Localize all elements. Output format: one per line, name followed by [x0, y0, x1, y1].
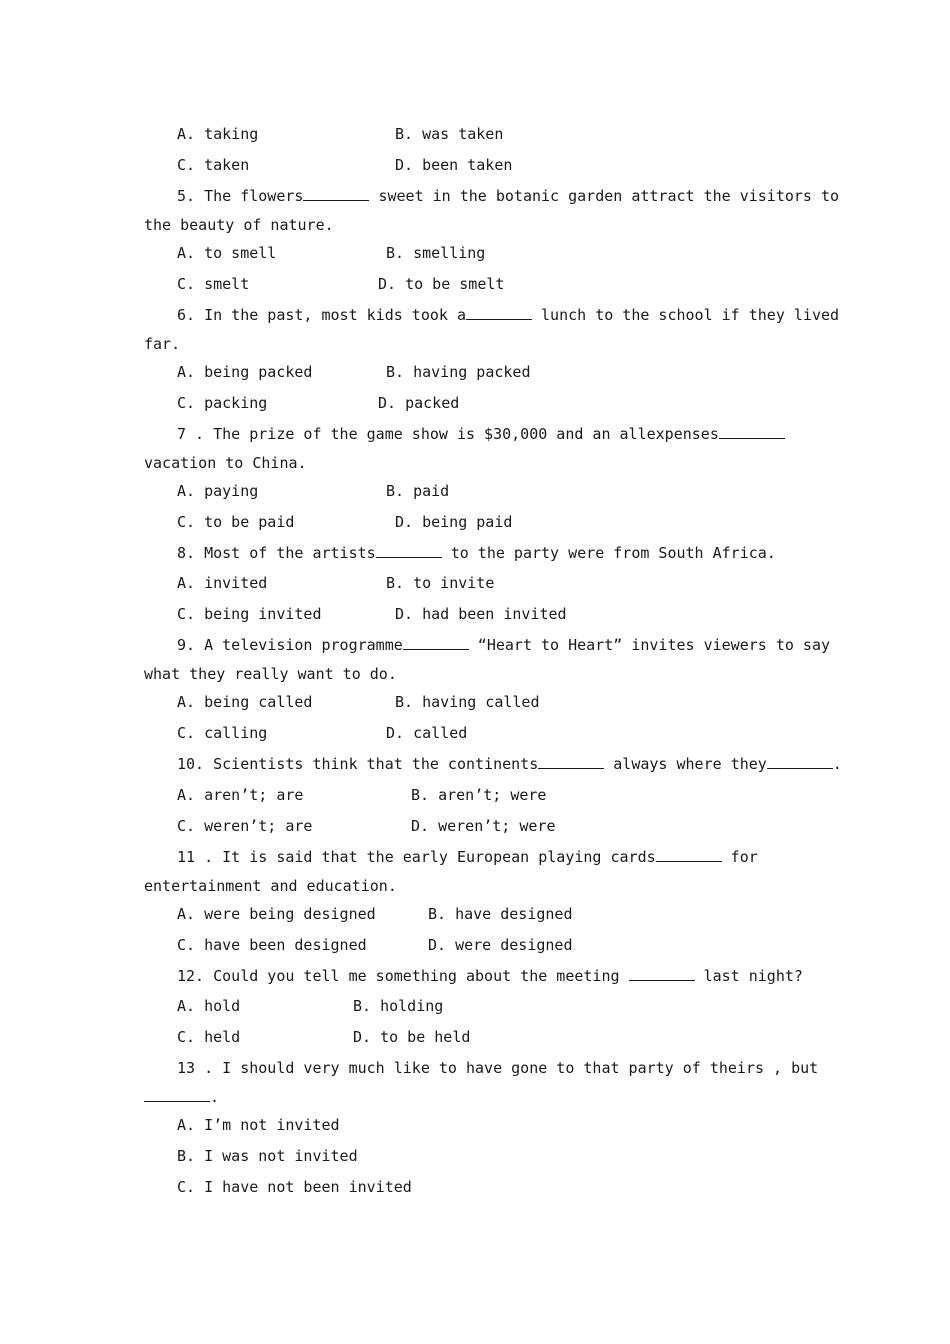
q9-stem-part2: “Heart to Heart” invites viewers to say — [468, 636, 831, 654]
q7-option-a: A. paying — [177, 482, 259, 500]
q6-blank — [466, 305, 532, 320]
q13-option-b: B. I was not invited — [177, 1147, 358, 1165]
q9-option-c: C. calling — [177, 724, 268, 742]
q7-stem-part1: 7 . The prize of the game show is $30,000 and an allexpenses — [177, 425, 719, 443]
q11-stem — [177, 847, 758, 867]
q5-option-d: D. to be smelt — [378, 275, 505, 293]
q4-option-d: D. been taken — [395, 156, 513, 174]
q13-option-a: A. I’m not invited — [177, 1116, 340, 1134]
q12-stem-part1: 12. Could you tell me something about the meeting — [177, 967, 629, 985]
q9-option-d: D. called — [386, 724, 468, 742]
q8-stem-part1: 8. Most of the artists — [177, 544, 376, 562]
q4-option-a: A. taking — [177, 125, 259, 143]
q5-blank — [303, 186, 369, 201]
q9-option-a: A. being called — [177, 693, 313, 711]
q10-blank-2 — [767, 754, 833, 769]
q7-blank — [719, 424, 785, 439]
q12-blank — [629, 966, 695, 981]
q5-stem-continued: the beauty of nature. — [144, 216, 334, 234]
q5-stem-part2: sweet in the botanic garden attract the visitors to — [369, 187, 840, 205]
q12-option-b: B. holding — [353, 997, 444, 1015]
q11-stem-part1: 11 . It is said that the early European playing cards — [177, 848, 656, 866]
q12-option-a: A. hold — [177, 997, 241, 1015]
q5-option-a: A. to smell — [177, 244, 277, 262]
q5-stem — [177, 186, 839, 206]
q4-option-b: B. was taken — [395, 125, 504, 143]
q13-stem-end: . — [210, 1088, 220, 1106]
q6-option-d: D. packed — [378, 394, 460, 412]
q9-option-b: B. having called — [395, 693, 540, 711]
q6-option-c: C. packing — [177, 394, 268, 412]
q6-option-a: A. being packed — [177, 363, 313, 381]
q13-stem-continued — [144, 1087, 219, 1107]
q8-blank — [376, 543, 442, 558]
q8-option-b: B. to invite — [386, 574, 495, 592]
q7-stem-continued: vacation to China. — [144, 454, 307, 472]
q6-stem — [177, 305, 839, 325]
q8-stem-part2: to the party were from South Africa. — [441, 544, 776, 562]
q7-stem — [177, 424, 785, 444]
q10-blank-1 — [538, 754, 604, 769]
q13-stem: 13 . I should very much like to have gone to that party of theirs , but — [177, 1059, 819, 1077]
q5-option-b: B. smelling — [386, 244, 486, 262]
q13-blank — [144, 1087, 210, 1102]
q5-stem-part1: 5. The flowers — [177, 187, 304, 205]
q10-stem-part1: 10. Scientists think that the continents — [177, 755, 539, 773]
q10-option-c: C. weren’t; are — [177, 817, 313, 835]
q12-option-d: D. to be held — [353, 1028, 471, 1046]
q6-stem-part2: lunch to the school if they lived — [531, 306, 840, 324]
q7-option-b: B. paid — [386, 482, 450, 500]
q6-option-b: B. having packed — [386, 363, 531, 381]
q9-stem-continued: what they really want to do. — [144, 665, 397, 683]
q7-option-d: D. being paid — [395, 513, 513, 531]
q8-option-a: A. invited — [177, 574, 268, 592]
q11-option-d: D. were designed — [428, 936, 573, 954]
q8-stem — [177, 543, 776, 563]
q12-stem-part2: last night? — [694, 967, 803, 985]
q10-stem-part2: always where they — [604, 755, 767, 773]
q6-stem-part1: 6. In the past, most kids took a — [177, 306, 466, 324]
q10-stem-part3: . — [832, 755, 842, 773]
q9-blank — [403, 635, 469, 650]
q10-stem — [177, 754, 842, 774]
q5-option-c: C. smelt — [177, 275, 250, 293]
q4-option-c: C. taken — [177, 156, 250, 174]
q11-stem-part2: for — [721, 848, 758, 866]
q12-option-c: C. held — [177, 1028, 241, 1046]
q6-stem-continued: far. — [144, 335, 181, 353]
q12-stem — [177, 966, 803, 986]
q11-option-c: C. have been designed — [177, 936, 367, 954]
q11-stem-continued: entertainment and education. — [144, 877, 397, 895]
q9-stem-part1: 9. A television programme — [177, 636, 403, 654]
q10-option-b: B. aren’t; were — [411, 786, 547, 804]
q10-option-d: D. weren’t; were — [411, 817, 556, 835]
q11-option-a: A. were being designed — [177, 905, 376, 923]
q10-option-a: A. aren’t; are — [177, 786, 304, 804]
q11-option-b: B. have designed — [428, 905, 573, 923]
q9-stem — [177, 635, 830, 655]
q11-blank — [656, 847, 722, 862]
q8-option-c: C. being invited — [177, 605, 322, 623]
q13-option-c: C. I have not been invited — [177, 1178, 412, 1196]
q8-option-d: D. had been invited — [395, 605, 567, 623]
q7-option-c: C. to be paid — [177, 513, 295, 531]
